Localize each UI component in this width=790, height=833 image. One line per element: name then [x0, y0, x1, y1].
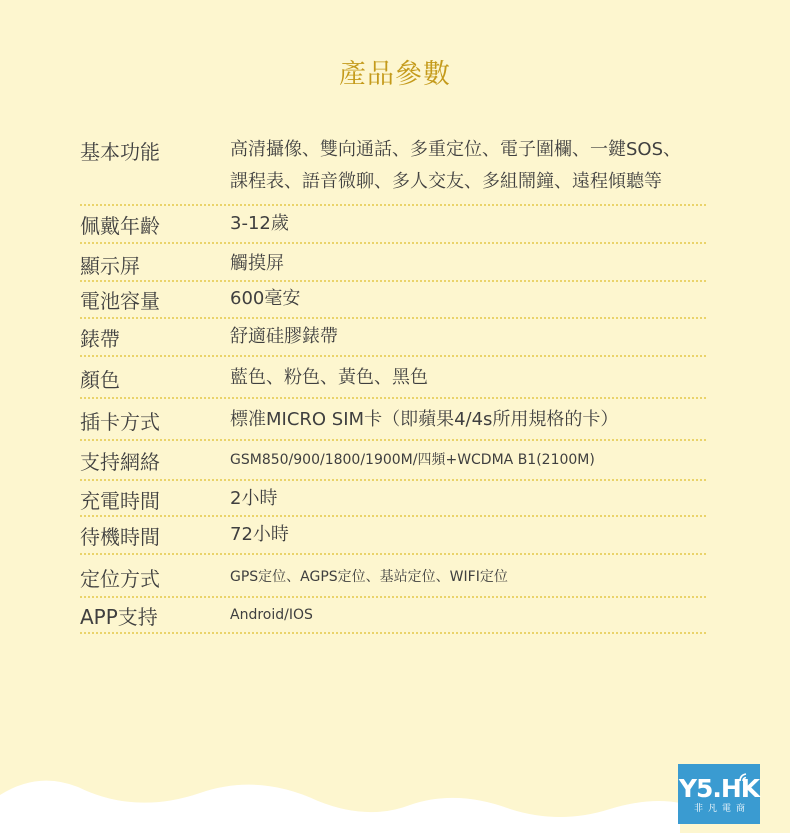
spec-value: 3-12歲	[230, 213, 289, 234]
spec-value-line-2: 課程表、語音微聊、多人交友、多組鬧鐘、遠程傾聽等	[230, 171, 662, 192]
spec-value: 觸摸屏	[230, 253, 284, 274]
spec-label: 顏色	[80, 368, 120, 392]
row-divider	[80, 317, 706, 319]
signal-icon	[738, 770, 752, 782]
spec-value: 高清攝像、雙向通話、多重定位、電子圍欄、一鍵SOS、	[230, 139, 682, 160]
row-divider	[80, 596, 706, 598]
spec-label: 錶帶	[80, 327, 120, 351]
spec-value: GPS定位、AGPS定位、基站定位、WIFI定位	[230, 569, 508, 585]
logo-mark: Y5.HK	[678, 774, 760, 803]
spec-label: 電池容量	[80, 289, 160, 313]
row-divider	[80, 515, 706, 517]
row-divider	[80, 553, 706, 555]
spec-value: Android/IOS	[230, 607, 313, 623]
spec-value: 600毫安	[230, 288, 301, 309]
logo-subtitle: 非凡電商	[693, 804, 750, 814]
spec-label: 插卡方式	[80, 410, 160, 434]
row-divider	[80, 439, 706, 441]
row-divider	[80, 632, 706, 634]
spec-value: 72小時	[230, 524, 289, 545]
row-divider	[80, 397, 706, 399]
spec-label: 基本功能	[80, 140, 160, 164]
spec-value: 藍色、粉色、黃色、黑色	[230, 367, 428, 388]
row-divider	[80, 479, 706, 481]
spec-label: 顯示屏	[80, 254, 140, 278]
spec-value: 2小時	[230, 488, 278, 509]
bottom-wave-decoration	[0, 743, 790, 833]
spec-label: 佩戴年齡	[80, 214, 160, 238]
spec-label: 充電時間	[80, 489, 160, 513]
spec-label: 定位方式	[80, 567, 160, 591]
row-divider	[80, 280, 706, 282]
spec-label: 待機時間	[80, 525, 160, 549]
spec-label: APP支持	[80, 605, 158, 629]
spec-value: 舒適硅膠錶帶	[230, 326, 338, 347]
y5hk-logo	[678, 764, 760, 824]
spec-value: GSM850/900/1800/1900M/四頻+WCDMA B1(2100M)	[230, 452, 595, 468]
row-divider	[80, 355, 706, 357]
spec-value: 標准MICRO SIM卡（即蘋果4/4s所用規格的卡）	[230, 409, 619, 430]
spec-label: 支持網絡	[80, 450, 160, 474]
page-title: 產品參數	[339, 59, 451, 90]
row-divider	[80, 204, 706, 206]
row-divider	[80, 242, 706, 244]
